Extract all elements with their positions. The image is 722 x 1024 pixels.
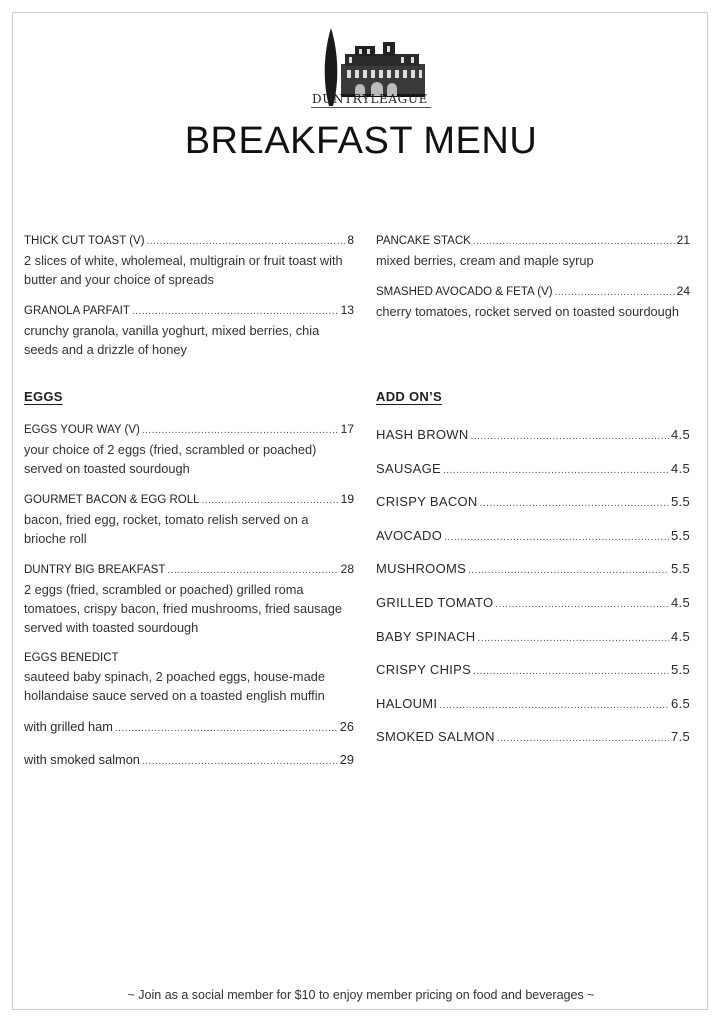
section-title-eggs: EGGS (24, 389, 63, 404)
item-name: DUNTRY BIG BREAKFAST (24, 564, 166, 576)
leader-dots (142, 752, 338, 771)
leader-dots (167, 562, 338, 580)
item-name: GRANOLA PARFAIT (24, 305, 130, 317)
addon-price: 4.5 (671, 628, 690, 644)
addon-item (376, 526, 690, 560)
menu-item (24, 420, 354, 478)
item-price: 19 (340, 492, 354, 506)
membership-footer-note: ~ Join as a social member for $10 to enjoy member pricing on food and beverages ~ (127, 988, 595, 1002)
addon-price: 4.5 (671, 460, 690, 476)
item-name: EGGS BENEDICT (24, 652, 119, 664)
addon-price: 5.5 (671, 561, 690, 577)
menu-item (24, 649, 354, 705)
leader-dots (497, 729, 669, 748)
leader-dots (495, 595, 669, 614)
addon-name: HASH BROWN (376, 427, 469, 442)
leader-dots (132, 303, 339, 321)
section-title-addons: ADD ON’S (376, 389, 442, 404)
addon-price: 5.5 (671, 494, 690, 510)
addon-price: 5.5 (671, 527, 690, 543)
menu-item (24, 231, 354, 289)
addon-item (376, 459, 690, 493)
option-name: with grilled ham (24, 719, 113, 734)
leader-dots (473, 233, 675, 251)
addon-item (376, 727, 690, 761)
addon-name: MUSHROOMS (376, 561, 467, 577)
leader-dots (444, 528, 669, 547)
leader-dots (477, 629, 669, 648)
item-description: cherry tomatoes, rocket served on toasted sourdough (376, 304, 680, 319)
item-name: GOURMET BACON & EGG ROLL (24, 494, 200, 506)
left-top-section (24, 231, 354, 371)
item-price: 13 (340, 303, 354, 317)
addon-item (376, 694, 690, 728)
item-name: EGGS YOUR WAY (V) (24, 424, 140, 436)
addon-item (376, 593, 690, 627)
addon-name: BABY SPINACH (376, 628, 476, 644)
addon-name: GRILLED TOMATO (376, 594, 494, 610)
item-price: 21 (676, 233, 690, 247)
right-top-section (376, 231, 690, 333)
addon-price: 6.5 (671, 695, 690, 711)
addon-item (376, 425, 690, 459)
leader-dots (480, 494, 669, 513)
addon-item (376, 660, 690, 694)
addon-name: CRISPY BACON (376, 494, 478, 510)
item-description: 2 eggs (fried, scrambled or poached) grilled roma tomatoes, crispy bacon, fried mushrooms, fried sausage served with toasted sourdough (24, 582, 342, 635)
leader-dots (473, 662, 669, 681)
leader-dots (439, 696, 669, 715)
item-price: 8 (347, 233, 354, 247)
menu-item (24, 301, 354, 359)
menu-item (24, 490, 354, 548)
addon-name: HALOUMI (376, 695, 438, 711)
item-name: PANCAKE STACK (376, 235, 471, 247)
leader-dots (443, 461, 669, 480)
leader-dots (115, 719, 338, 738)
option-price: 26 (339, 719, 354, 734)
item-description: sauteed baby spinach, 2 poached eggs, house-made hollandaise sauce served on a toasted english muffin (24, 669, 325, 703)
addon-item (376, 559, 690, 593)
addon-item (376, 492, 690, 526)
addon-name: SAUSAGE (376, 460, 441, 476)
brand-rule (311, 107, 431, 108)
brand-name: DUNTRYLEAGUE (312, 92, 428, 106)
item-description: crunchy granola, vanilla yoghurt, mixed berries, chia seeds and a drizzle of honey (24, 323, 320, 357)
addons-section (376, 387, 690, 761)
option-price: 29 (339, 752, 354, 767)
item-name: SMASHED AVOCADO & FETA (V) (376, 286, 553, 298)
leader-dots (471, 427, 669, 446)
option-line (24, 717, 354, 738)
item-name: THICK CUT TOAST (V) (24, 235, 145, 247)
addon-price: 5.5 (671, 662, 690, 678)
item-description: bacon, fried egg, rocket, tomato relish served on a brioche roll (24, 512, 309, 546)
addon-name: AVOCADO (376, 527, 443, 543)
leader-dots (147, 233, 346, 251)
menu-item (376, 231, 690, 270)
menu-item (376, 282, 690, 321)
item-price: 24 (676, 284, 690, 298)
option-line (24, 750, 354, 771)
leader-dots (142, 422, 339, 440)
addon-price: 4.5 (671, 427, 690, 442)
addon-name: SMOKED SALMON (376, 729, 495, 745)
leader-dots (468, 561, 669, 580)
option-name: with smoked salmon (24, 752, 140, 767)
addon-name: CRISPY CHIPS (376, 662, 472, 678)
eggs-section (24, 387, 354, 783)
item-description: your choice of 2 eggs (fried, scrambled or poached) served on toasted sourdough (24, 442, 317, 476)
leader-dots (555, 284, 675, 302)
addon-item (376, 627, 690, 661)
item-description: mixed berries, cream and maple syrup (376, 253, 594, 268)
menu-item (24, 560, 354, 637)
item-price: 17 (340, 422, 354, 436)
addon-price: 4.5 (671, 594, 690, 610)
addon-price: 7.5 (671, 729, 690, 745)
item-price: 28 (340, 562, 354, 576)
page-title: BREAKFAST MENU (184, 120, 538, 162)
item-description: 2 slices of white, wholemeal, multigrain or fruit toast with butter and your choice of spreads (24, 253, 343, 287)
leader-dots (202, 492, 339, 510)
